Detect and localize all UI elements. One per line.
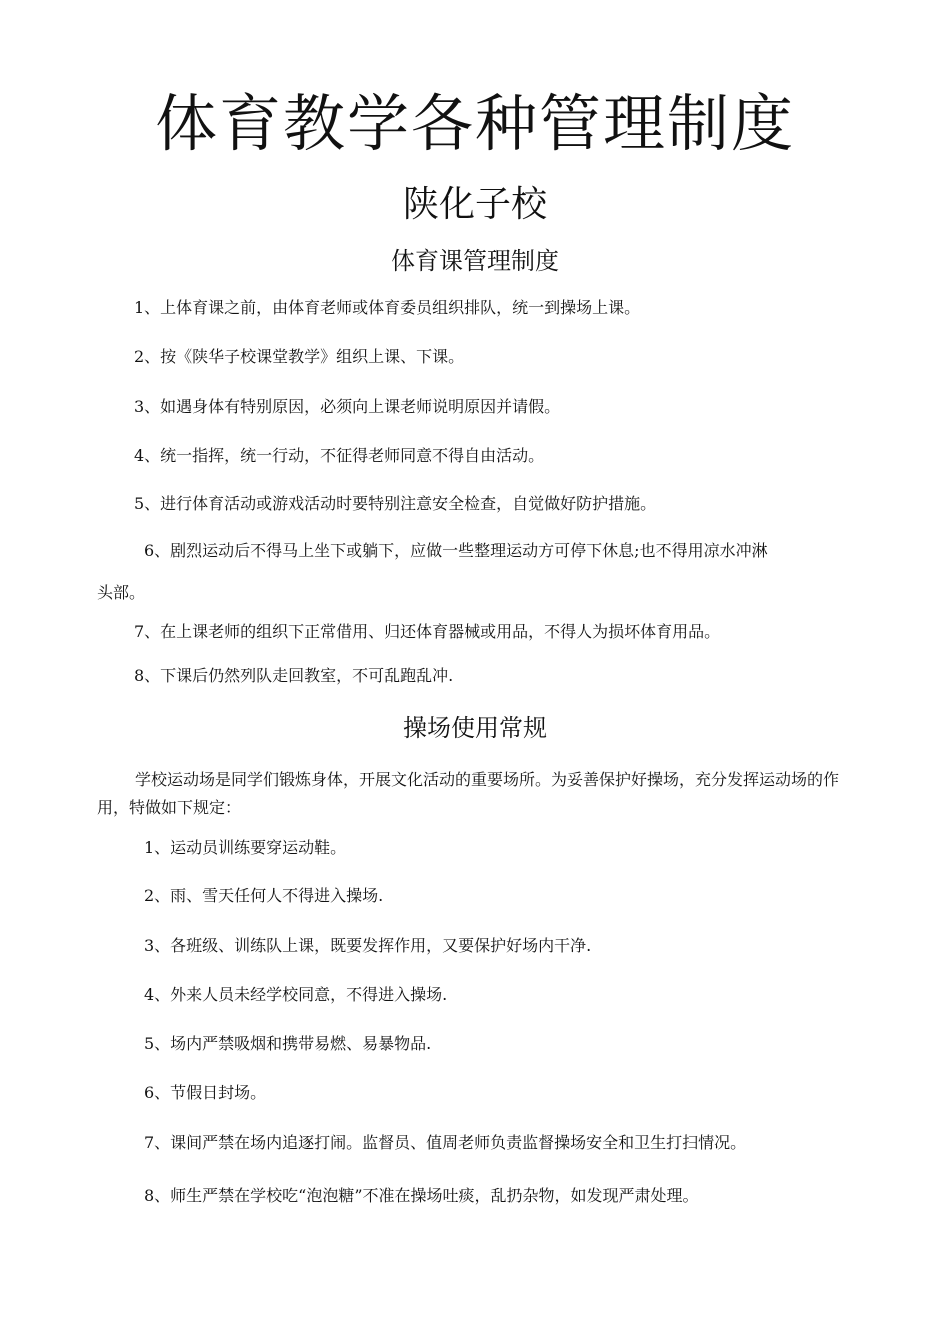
list-item: 7、在上课老师的组织下正常借用、归还体育器械或用品，不得人为损坏体育用品。 xyxy=(134,622,721,641)
list-item: 1、运动员训练要穿运动鞋。 xyxy=(144,838,347,857)
intro-paragraph: 学校运动场是同学们锻炼身体，开展文化活动的重要场所。为妥善保护好操场，充分发挥运动场的作用，特做如下规定： xyxy=(97,770,840,817)
list-item: 8、师生严禁在学校吃“泡泡糖”不准在操场吐痰，乱扔杂物，如发现严肃处理。 xyxy=(144,1186,699,1205)
list-item: 6、剧烈运动后不得马上坐下或躺下，应做一些整理运动方可停下休息;也不得用凉水冲淋 xyxy=(144,541,768,560)
list-item: 4、外来人员未经学校同意，不得进入操场. xyxy=(144,985,448,1004)
list-item: 6、节假日封场。 xyxy=(144,1083,267,1102)
list-item: 1、上体育课之前，由体育老师或体育委员组织排队，统一到操场上课。 xyxy=(134,298,641,317)
list-item: 2、按《陕华子校课堂教学》组织上课、下课。 xyxy=(134,347,465,366)
list-item: 5、进行体育活动或游戏活动时要特别注意安全检查，自觉做好防护措施。 xyxy=(134,494,657,513)
list-item: 3、各班级、训练队上课，既要发挥作用，又要保护好场内干净. xyxy=(144,936,592,955)
list-item: 3、如遇身体有特别原因，必须向上课老师说明原因并请假。 xyxy=(134,397,561,416)
list-item: 7、课间严禁在场内追逐打闹。监督员、值周老师负责监督操场安全和卫生打扫情况。 xyxy=(144,1133,747,1152)
section-heading-playground: 操场使用常规 xyxy=(403,714,547,742)
list-item: 5、场内严禁吸烟和携带易燃、易暴物品. xyxy=(144,1034,432,1053)
document-title: 体育教学各种管理制度 xyxy=(154,87,795,160)
section-heading-pe-class: 体育课管理制度 xyxy=(391,247,559,275)
list-item-continuation: 头部。 xyxy=(97,583,146,602)
list-item: 2、雨、雪天任何人不得进入操场. xyxy=(144,886,384,905)
school-name: 陕化子校 xyxy=(402,184,547,225)
list-item: 4、统一指挥，统一行动，不征得老师同意不得自由活动。 xyxy=(134,446,545,465)
list-item: 8、下课后仍然列队走回教室，不可乱跑乱冲. xyxy=(134,666,454,685)
